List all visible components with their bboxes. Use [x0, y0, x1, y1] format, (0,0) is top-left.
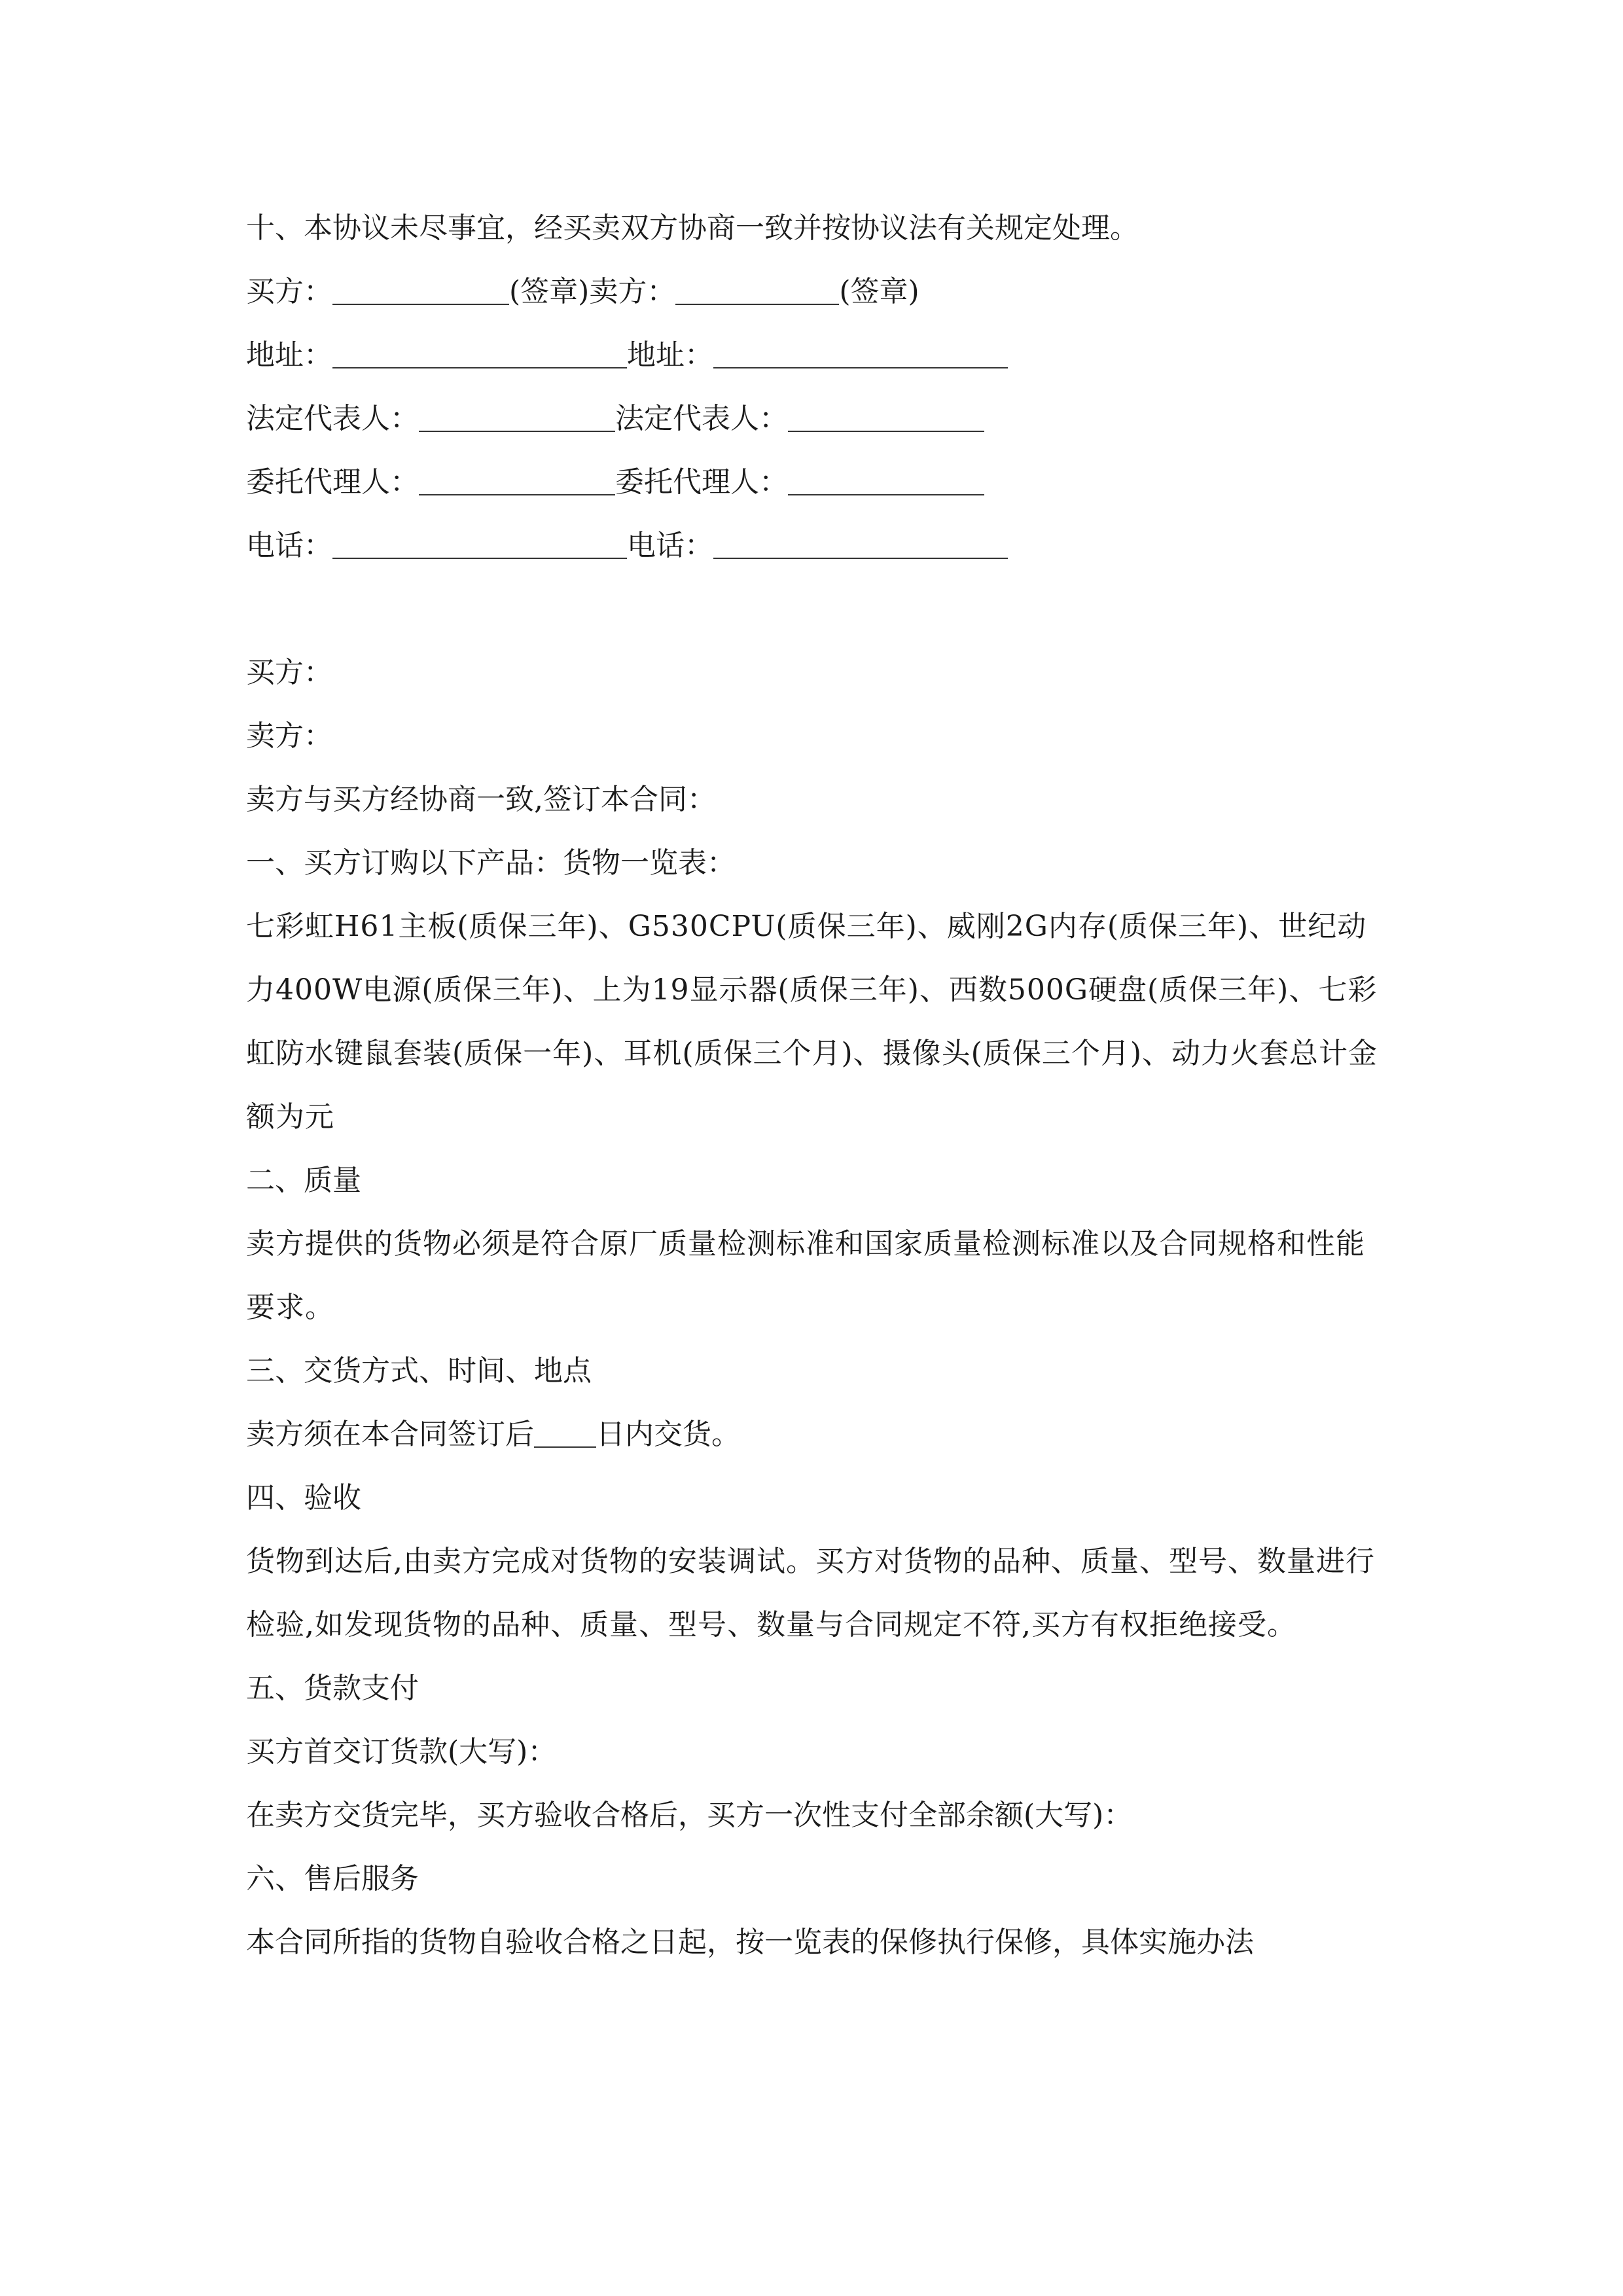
section-5-line-2: 在卖方交货完毕，买方验收合格后，买方一次性支付全部余额(大写)： — [246, 1799, 1133, 1832]
delivery-days-blank[interactable] — [534, 1420, 596, 1448]
section-6-body: 本合同所指的货物自验收合格之日起，按一览表的保修执行保修，具体实施办法 — [246, 1926, 1254, 1959]
section-5-title: 五、货款支付 — [246, 1672, 419, 1705]
seller-signature-blank[interactable] — [675, 278, 839, 305]
buyer-legal-rep-blank[interactable] — [419, 404, 615, 432]
seller-seal-label: (签章) — [839, 275, 919, 308]
seller-legal-rep-label: 法定代表人： — [615, 402, 788, 435]
seller-agent-label: 委托代理人： — [615, 465, 788, 499]
buyer-agent-label: 委托代理人： — [246, 465, 419, 499]
seller-phone-blank[interactable] — [713, 531, 1008, 559]
section-4-body: 货物到达后,由卖方完成对货物的安装调试。买方对货物的品种、质量、型号、数量进行检验,如发现货物的品种、质量、型号、数量与合同规定不符,买方有权拒绝接受。 — [246, 1545, 1375, 1641]
section-2-title: 二、质量 — [246, 1164, 361, 1197]
signature-row-party — [246, 260, 1378, 323]
document-body — [246, 196, 1378, 1974]
section-1-title: 一、买方订购以下产品：货物一览表： — [246, 846, 736, 880]
section-3-title: 三、交货方式、时间、地点 — [246, 1354, 592, 1388]
section-2-body: 卖方提供的货物必须是符合原厂质量检测标准和国家质量检测标准以及合同规格和性能要求。 — [246, 1227, 1365, 1324]
buyer-phone-label: 电话： — [246, 529, 332, 562]
spacer — [246, 577, 1378, 641]
seller-legal-rep-blank[interactable] — [788, 404, 984, 432]
contract-buyer-line: 买方： — [246, 656, 332, 689]
section-3-body — [246, 1403, 1378, 1466]
contract-preamble: 卖方与买方经协商一致,签订本合同： — [246, 783, 716, 816]
signature-row-agent — [246, 450, 1378, 514]
clause-ten: 十、本协议未尽事宜，经买卖双方协商一致并按协议法有关规定处理。 — [246, 211, 1139, 245]
buyer-phone-blank[interactable] — [332, 531, 627, 559]
buyer-agent-blank[interactable] — [419, 468, 615, 495]
section-3-body-before: 卖方须在本合同签订后 — [246, 1418, 534, 1451]
signature-row-legal-rep — [246, 387, 1378, 450]
section-6-title: 六、售后服务 — [246, 1862, 419, 1895]
signature-row-phone — [246, 514, 1378, 577]
seller-agent-blank[interactable] — [788, 468, 984, 495]
section-4-title: 四、验收 — [246, 1481, 361, 1515]
section-3-body-after: 日内交货。 — [596, 1418, 740, 1451]
section-1-body: 七彩虹H61主板(质保三年)、G530CPU(质保三年)、威刚2G内存(质保三年)、世纪动力400W电源(质保三年)、上为19显示器(质保三年)、西数500G硬盘(质保三年)、七彩虹防水键鼠套装(质保一年)、耳机(质保三个月)、摄像头(质保三个月)、动力火套总计金额为元 — [246, 910, 1378, 1134]
buyer-signature-blank[interactable] — [332, 278, 509, 305]
buyer-legal-rep-label: 法定代表人： — [246, 402, 419, 435]
signature-row-address — [246, 323, 1378, 387]
buyer-label: 买方： — [246, 275, 332, 308]
buyer-address-blank[interactable] — [332, 341, 627, 368]
contract-seller-line: 卖方： — [246, 719, 332, 753]
seller-address-label: 地址： — [627, 338, 713, 372]
seller-label: 卖方： — [589, 275, 676, 308]
buyer-seal-label: (签章) — [509, 275, 590, 308]
seller-phone-label: 电话： — [627, 529, 713, 562]
buyer-address-label: 地址： — [246, 338, 332, 372]
seller-address-blank[interactable] — [713, 341, 1008, 368]
section-5-line-1: 买方首交订货款(大写)： — [246, 1735, 557, 1768]
